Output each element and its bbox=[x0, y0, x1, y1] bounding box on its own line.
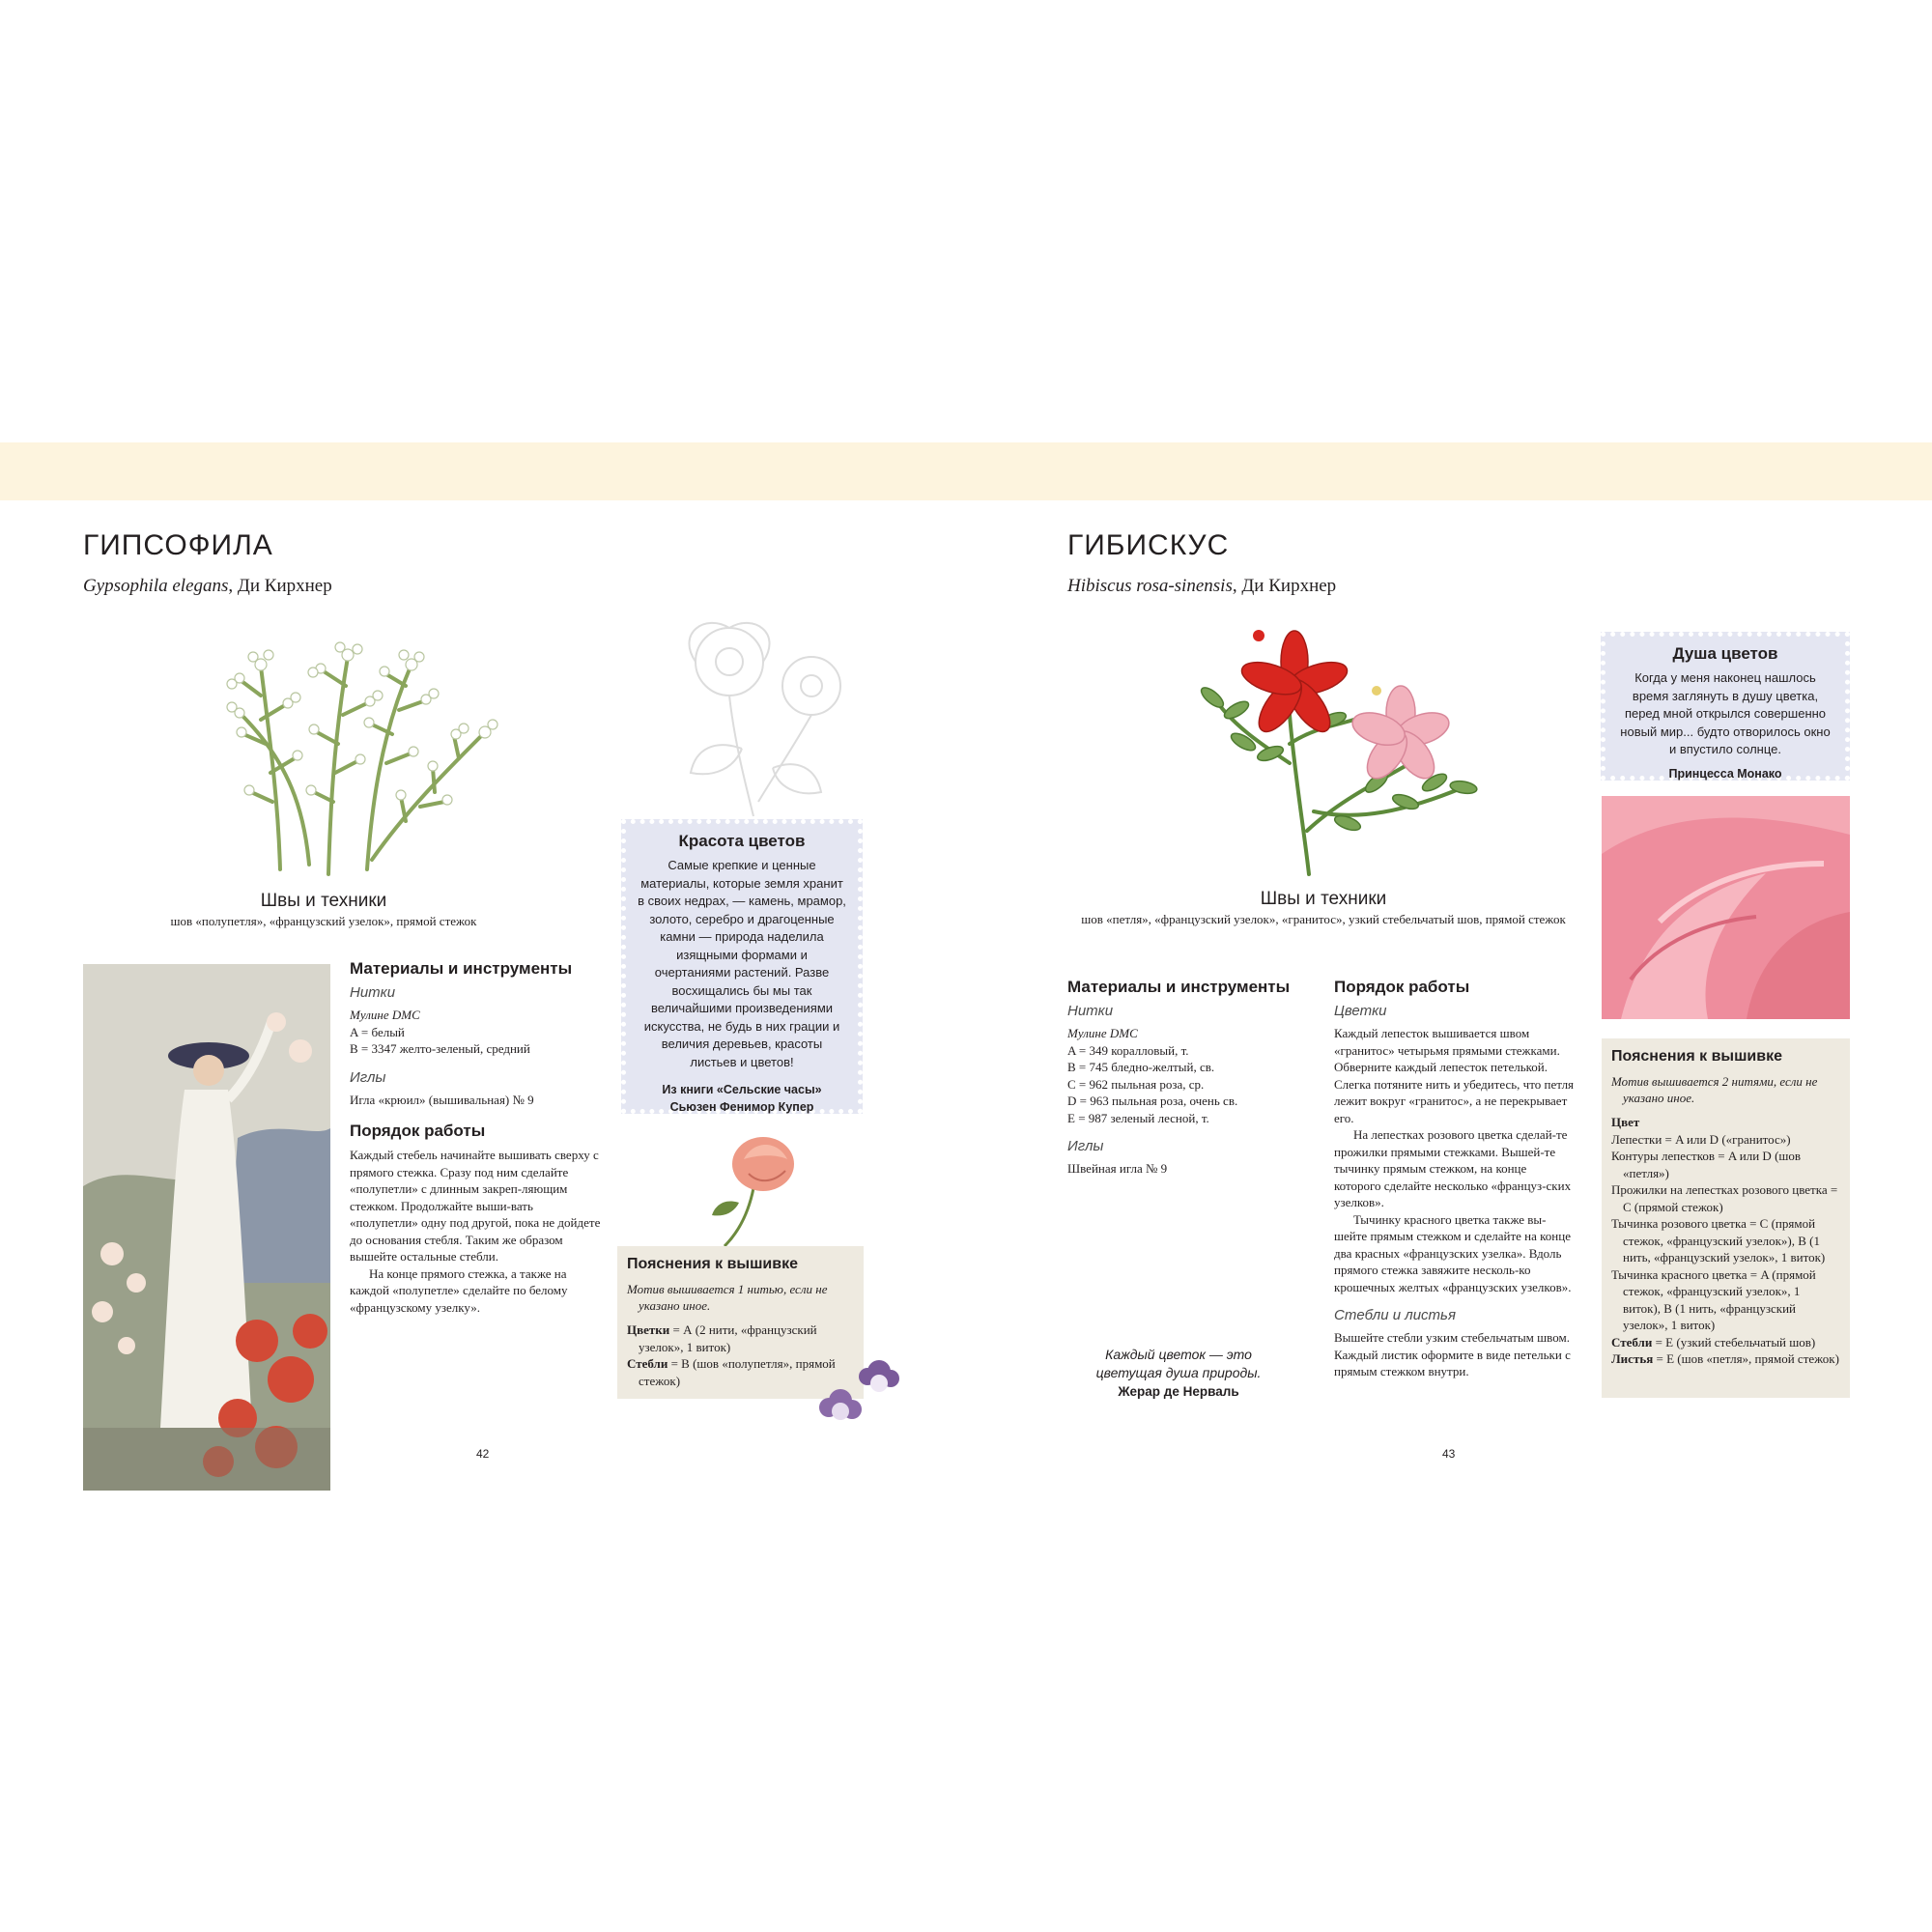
pink-rose-photo-image bbox=[1602, 796, 1850, 1019]
rose-image bbox=[700, 1130, 807, 1246]
notes-intro: Мотив вышивается 1 нитью, если не указано иное. bbox=[627, 1282, 828, 1313]
gypsophila-embroidery-image bbox=[213, 628, 502, 879]
top-color-band bbox=[0, 442, 1932, 500]
stitches-description: шов «полупетля», «французский узелок», прямой стежок bbox=[170, 914, 477, 928]
notes-item: Стебли = В (шов «полупетля», прямой стежок) bbox=[627, 1356, 836, 1388]
order-paragraph: Каждый стебель начинайте вышивать сверху с прямого стежка. Сразу под ним сделайте «полупетли» с длинным закреп-ляющим стежком. Продолжайте выши-вать «полупетли» одну под другой, пока не дойдете до основания стебля. Таким же образом вышейте остальные стебли. bbox=[350, 1148, 601, 1264]
petals-title: Цветки bbox=[1334, 1003, 1387, 1019]
notes-title: Пояснения к вышивке bbox=[1611, 1048, 1783, 1065]
materials-section bbox=[1067, 978, 1309, 1178]
page-subtitle bbox=[1067, 576, 1336, 597]
embroidery-notes-box bbox=[1602, 1038, 1850, 1398]
epigraph-author: Жерар де Нерваль bbox=[1118, 1384, 1239, 1399]
hibiscus-embroidery-image bbox=[1183, 618, 1492, 879]
stems-text: Вышейте стебли узким стебельчатым швом. Каждый листик оформите в виде петельки с прямым стежком внутри. bbox=[1334, 1330, 1571, 1378]
notes-title: Пояснения к вышивке bbox=[627, 1256, 799, 1272]
epigraph-text: Каждый цветок — это цветущая душа природы. bbox=[1095, 1347, 1262, 1380]
thread-item: A = 349 коралловый, т. bbox=[1067, 1042, 1189, 1058]
faded-flower-engraving-image bbox=[638, 594, 860, 816]
threads-title: Нитки bbox=[350, 984, 396, 1001]
threads-title: Нитки bbox=[1067, 1003, 1114, 1019]
thread-item: B = 3347 желто-зеленый, средний bbox=[350, 1041, 530, 1056]
notes-item: Тычинка красного цветка = A (прямой стежок, «французский узелок», 1 виток), B (1 нить, «французский узелок», 1 виток) bbox=[1611, 1266, 1816, 1332]
needles-title: Иглы bbox=[350, 1068, 386, 1086]
quote-box-flower-beauty bbox=[621, 819, 863, 1114]
thread-item: D = 963 пыльная роза, очень св. bbox=[1067, 1094, 1238, 1108]
order-paragraph: Каждый лепесток вышивается швом «гранитос» четырьмя прямыми стежками. Обверните каждый лепесток петелькой. Слегка потяните нить и убедитесь, что петля лежит вокруг «гранитос», а не перекрывает его. bbox=[1334, 1026, 1575, 1125]
vintage-garden-illustration-image bbox=[83, 964, 330, 1491]
page-title-hibiscus: ГИБИСКУС bbox=[1067, 529, 1230, 561]
notes-item: Лепестки = A или D («гранитос») bbox=[1611, 1131, 1791, 1147]
author-name: , Ди Кирхнер bbox=[1232, 576, 1337, 596]
notes-item: Контуры лепестков = A или D (шов «петля») bbox=[1611, 1149, 1802, 1180]
notes-item: Тычинка розового цветка = C (прямой стежок, «французский узелок»), B (1 нить, «французский узелок», 1 виток) bbox=[1611, 1216, 1826, 1264]
quote-author: Принцесса Монако bbox=[1668, 766, 1782, 781]
notes-item: Прожилки на лепестках розового цветка = C (прямой стежок) bbox=[1611, 1182, 1838, 1214]
page-number: 43 bbox=[1442, 1447, 1456, 1461]
stitches-title: Швы и техники bbox=[1260, 889, 1387, 909]
notes-item: Цветки = А (2 нити, «французский узелок», 1 виток) bbox=[627, 1322, 817, 1354]
quote-title: Красота цветов bbox=[678, 832, 806, 850]
threads-brand: Мулине DMC bbox=[1067, 1026, 1138, 1040]
needles-text: Игла «крюил» (вышивальная) № 9 bbox=[350, 1092, 534, 1107]
quote-box-flower-soul bbox=[1601, 632, 1850, 781]
thread-item: E = 987 зеленый лесной, т. bbox=[1067, 1110, 1209, 1125]
order-title: Порядок работы bbox=[350, 1122, 486, 1140]
notes-color-title: Цвет bbox=[1611, 1115, 1640, 1129]
materials-title: Материалы и инструменты bbox=[1067, 978, 1291, 996]
author-name: , Ди Кирхнер bbox=[228, 576, 332, 596]
stems-title: Стебли и листья bbox=[1334, 1307, 1456, 1323]
thread-item: A = белый bbox=[350, 1024, 405, 1039]
threads-brand: Мулине DMC bbox=[350, 1008, 420, 1022]
page-title-gypsophila: ГИПСОФИЛА bbox=[83, 529, 273, 561]
notes-item: Листья = E (шов «петля», прямой стежок) bbox=[1611, 1351, 1839, 1366]
order-paragraph: На конце прямого стежка, а также на каждой «полупетле» сделайте по белому «французскому узелку». bbox=[350, 1265, 568, 1315]
quote-source: Из книги «Сельские часы» Сьюзен Фенимор Купер bbox=[662, 1083, 822, 1114]
materials-title: Материалы и инструменты bbox=[350, 959, 573, 978]
latin-name: Hibiscus rosa-sinensis bbox=[1067, 576, 1233, 596]
violet-flowers-image bbox=[811, 1348, 903, 1425]
order-text bbox=[1334, 1025, 1576, 1295]
stitches-description: шов «петля», «французский узелок», «гранитос», узкий стебельчатый шов, прямой стежок bbox=[1081, 912, 1566, 926]
order-title: Порядок работы bbox=[1334, 978, 1470, 996]
page-subtitle bbox=[83, 576, 332, 597]
epigraph bbox=[1082, 1346, 1275, 1401]
work-order-section bbox=[1334, 978, 1576, 1380]
quote-text: Самые крепкие и ценные материалы, которые земля хранит в своих недрах, — камень, мрамор, золото, серебро и драгоценные камни — природа наделила изящными формами и очертаниями растений. Разве восхищались бы мы так величайшими произведениями искусства, не будь в них грации и величия деревьев, красоты листьев и цветов! bbox=[638, 858, 846, 1069]
order-paragraph: Тычинку красного цветка также вы-шейте прямым стежком и сделайте на конце два красных «французских узелка». Вдоль прямого стежка завяжите несколь-ко крошечных желтых «французских узелков». bbox=[1334, 1211, 1572, 1294]
thread-item: B = 745 бледно-желтый, св. bbox=[1067, 1060, 1215, 1074]
order-paragraph: На лепестках розового цветка сделай-те прожилки прямыми стежками. Вышей-те тычинку прямым стежком, на конце которого сделайте несколько «француз-ских узелков». bbox=[1334, 1127, 1572, 1209]
order-text bbox=[350, 1147, 601, 1316]
materials-section bbox=[350, 959, 601, 1316]
quote-text: Когда у меня наконец нашлось время заглянуть в душу цветка, перед мной открылся совершенно новый мир... будто отворилось окно и впустило солнце. bbox=[1620, 670, 1831, 756]
page-number: 42 bbox=[476, 1447, 490, 1461]
notes-intro: Мотив вышивается 2 нитями, если не указано иное. bbox=[1611, 1074, 1818, 1105]
notes-item: Стебли = E (узкий стебельчатый шов) bbox=[1611, 1334, 1816, 1350]
quote-title: Душа цветов bbox=[1672, 644, 1778, 663]
thread-item: C = 962 пыльная роза, ср. bbox=[1067, 1076, 1205, 1092]
latin-name: Gypsophila elegans bbox=[83, 576, 229, 596]
needles-text: Швейная игла № 9 bbox=[1067, 1161, 1168, 1176]
needles-title: Иглы bbox=[1067, 1138, 1104, 1154]
stitches-title: Швы и техники bbox=[260, 891, 387, 911]
